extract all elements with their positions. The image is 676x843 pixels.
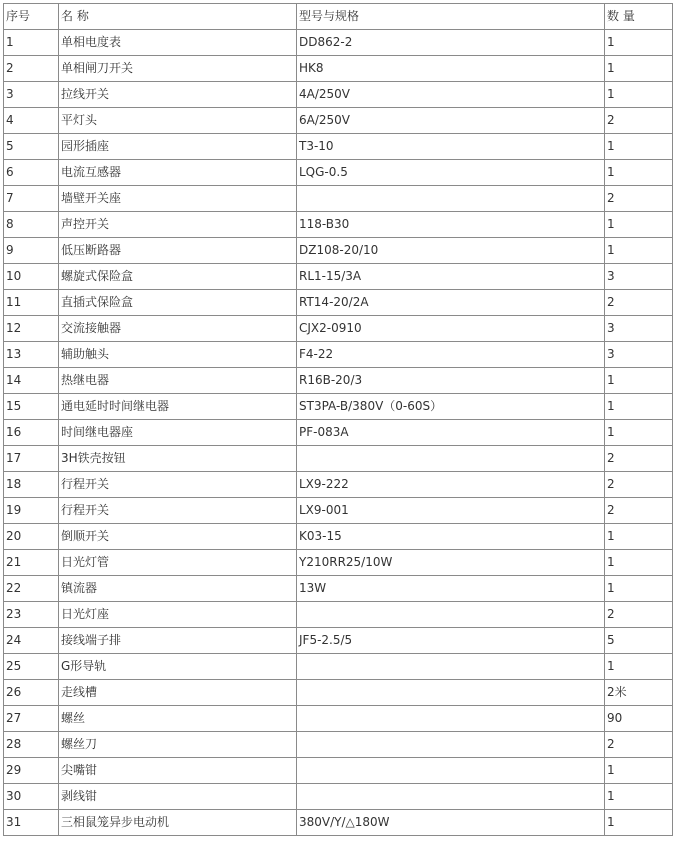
- table-row: [4, 134, 673, 160]
- cell-no: 10: [4, 264, 59, 290]
- cell-no: 7: [4, 186, 59, 212]
- cell-name: 拉线开关: [59, 82, 297, 108]
- table-row: [4, 264, 673, 290]
- table-row: [4, 498, 673, 524]
- cell-model: LX9-001: [297, 498, 605, 524]
- cell-qty: 1: [605, 758, 673, 784]
- cell-name: 园形插座: [59, 134, 297, 160]
- cell-no: 26: [4, 680, 59, 706]
- cell-model: DZ108-20/10: [297, 238, 605, 264]
- cell-no: 12: [4, 316, 59, 342]
- cell-model: RL1-15/3A: [297, 264, 605, 290]
- cell-no: 27: [4, 706, 59, 732]
- cell-name: 热继电器: [59, 368, 297, 394]
- cell-no: 21: [4, 550, 59, 576]
- cell-name: 单相闸刀开关: [59, 56, 297, 82]
- cell-qty: 1: [605, 134, 673, 160]
- cell-qty: 1: [605, 654, 673, 680]
- cell-qty: 1: [605, 160, 673, 186]
- cell-model: 13W: [297, 576, 605, 602]
- cell-qty: 1: [605, 420, 673, 446]
- header-qty: 数 量: [605, 4, 673, 30]
- cell-name: 通电延时时间继电器: [59, 394, 297, 420]
- table-row: [4, 810, 673, 836]
- cell-name: 螺丝刀: [59, 732, 297, 758]
- cell-model: JF5-2.5/5: [297, 628, 605, 654]
- cell-qty: 2: [605, 290, 673, 316]
- table-row: [4, 680, 673, 706]
- cell-qty: 1: [605, 394, 673, 420]
- cell-model: PF-083A: [297, 420, 605, 446]
- cell-qty: 3: [605, 316, 673, 342]
- cell-model: 4A/250V: [297, 82, 605, 108]
- cell-qty: 1: [605, 30, 673, 56]
- cell-model: F4-22: [297, 342, 605, 368]
- cell-no: 5: [4, 134, 59, 160]
- cell-qty: 1: [605, 550, 673, 576]
- cell-model: R16B-20/3: [297, 368, 605, 394]
- cell-no: 31: [4, 810, 59, 836]
- table-row: [4, 56, 673, 82]
- cell-model: CJX2-0910: [297, 316, 605, 342]
- table-row: [4, 654, 673, 680]
- cell-qty: 1: [605, 524, 673, 550]
- cell-qty: 1: [605, 784, 673, 810]
- cell-qty: 2: [605, 186, 673, 212]
- table-row: [4, 290, 673, 316]
- cell-qty: 1: [605, 82, 673, 108]
- cell-name: 时间继电器座: [59, 420, 297, 446]
- cell-name: 三相鼠笼异步电动机: [59, 810, 297, 836]
- cell-no: 24: [4, 628, 59, 654]
- cell-qty: 2: [605, 498, 673, 524]
- cell-no: 25: [4, 654, 59, 680]
- cell-model: [297, 758, 605, 784]
- table-row: [4, 576, 673, 602]
- cell-qty: 1: [605, 212, 673, 238]
- cell-qty: 5: [605, 628, 673, 654]
- header-no: 序号: [4, 4, 59, 30]
- table-row: [4, 394, 673, 420]
- cell-model: [297, 784, 605, 810]
- cell-qty: 1: [605, 576, 673, 602]
- table-row: [4, 238, 673, 264]
- cell-model: T3-10: [297, 134, 605, 160]
- cell-no: 16: [4, 420, 59, 446]
- cell-name: 剥线钳: [59, 784, 297, 810]
- cell-no: 18: [4, 472, 59, 498]
- cell-model: ST3PA-B/380V（0-60S）: [297, 394, 605, 420]
- cell-name: 电流互感器: [59, 160, 297, 186]
- cell-no: 6: [4, 160, 59, 186]
- table-row: [4, 602, 673, 628]
- cell-no: 11: [4, 290, 59, 316]
- header-model: 型号与规格: [297, 4, 605, 30]
- table-row: [4, 420, 673, 446]
- cell-name: 螺丝: [59, 706, 297, 732]
- table-row: [4, 108, 673, 134]
- table-row: [4, 758, 673, 784]
- cell-name: 镇流器: [59, 576, 297, 602]
- cell-name: 单相电度表: [59, 30, 297, 56]
- cell-qty: 2: [605, 108, 673, 134]
- cell-no: 3: [4, 82, 59, 108]
- cell-model: [297, 602, 605, 628]
- cell-qty: 2: [605, 602, 673, 628]
- table-row: [4, 472, 673, 498]
- cell-qty: 90: [605, 706, 673, 732]
- cell-no: 29: [4, 758, 59, 784]
- table-row: [4, 30, 673, 56]
- cell-qty: 1: [605, 238, 673, 264]
- cell-name: 日光灯管: [59, 550, 297, 576]
- cell-name: 低压断路器: [59, 238, 297, 264]
- cell-qty: 3: [605, 342, 673, 368]
- cell-model: 380V/Y/△180W: [297, 810, 605, 836]
- cell-name: 倒顺开关: [59, 524, 297, 550]
- cell-name: 螺旋式保险盒: [59, 264, 297, 290]
- cell-no: 13: [4, 342, 59, 368]
- table-row: [4, 784, 673, 810]
- cell-model: [297, 186, 605, 212]
- cell-no: 23: [4, 602, 59, 628]
- cell-qty: 1: [605, 368, 673, 394]
- parts-table-body: [4, 4, 673, 836]
- cell-qty: 2: [605, 732, 673, 758]
- cell-no: 20: [4, 524, 59, 550]
- cell-no: 30: [4, 784, 59, 810]
- cell-model: 118-B30: [297, 212, 605, 238]
- table-row: [4, 82, 673, 108]
- cell-name: 行程开关: [59, 498, 297, 524]
- cell-no: 17: [4, 446, 59, 472]
- cell-no: 19: [4, 498, 59, 524]
- cell-name: 交流接触器: [59, 316, 297, 342]
- table-row: [4, 446, 673, 472]
- cell-name: 直插式保险盒: [59, 290, 297, 316]
- table-row: [4, 368, 673, 394]
- cell-no: 1: [4, 30, 59, 56]
- cell-name: 平灯头: [59, 108, 297, 134]
- header-row: [4, 4, 673, 30]
- cell-no: 28: [4, 732, 59, 758]
- cell-model: [297, 680, 605, 706]
- cell-name: 3H铁壳按钮: [59, 446, 297, 472]
- cell-model: K03-15: [297, 524, 605, 550]
- cell-name: 墙壁开关座: [59, 186, 297, 212]
- table-row: [4, 316, 673, 342]
- cell-no: 15: [4, 394, 59, 420]
- cell-model: DD862-2: [297, 30, 605, 56]
- table-row: [4, 732, 673, 758]
- cell-no: 4: [4, 108, 59, 134]
- cell-model: [297, 706, 605, 732]
- table-row: [4, 628, 673, 654]
- cell-name: 接线端子排: [59, 628, 297, 654]
- cell-qty: 1: [605, 810, 673, 836]
- cell-no: 22: [4, 576, 59, 602]
- cell-model: LX9-222: [297, 472, 605, 498]
- cell-name: 尖嘴钳: [59, 758, 297, 784]
- cell-qty: 2: [605, 472, 673, 498]
- table-row: [4, 524, 673, 550]
- table-row: [4, 212, 673, 238]
- cell-qty: 2: [605, 446, 673, 472]
- cell-no: 9: [4, 238, 59, 264]
- header-name: 名 称: [59, 4, 297, 30]
- table-row: [4, 160, 673, 186]
- cell-name: 走线槽: [59, 680, 297, 706]
- cell-qty: 2米: [605, 680, 673, 706]
- cell-qty: 3: [605, 264, 673, 290]
- cell-no: 14: [4, 368, 59, 394]
- table-row: [4, 342, 673, 368]
- cell-model: [297, 732, 605, 758]
- table-row: [4, 706, 673, 732]
- parts-table: [3, 3, 673, 836]
- cell-model: LQG-0.5: [297, 160, 605, 186]
- cell-model: [297, 446, 605, 472]
- table-row: [4, 186, 673, 212]
- cell-model: Y210RR25/10W: [297, 550, 605, 576]
- cell-model: [297, 654, 605, 680]
- cell-model: 6A/250V: [297, 108, 605, 134]
- cell-name: 声控开关: [59, 212, 297, 238]
- table-row: [4, 550, 673, 576]
- cell-model: RT14-20/2A: [297, 290, 605, 316]
- cell-name: G形导轨: [59, 654, 297, 680]
- cell-qty: 1: [605, 56, 673, 82]
- cell-no: 8: [4, 212, 59, 238]
- cell-name: 行程开关: [59, 472, 297, 498]
- cell-name: 日光灯座: [59, 602, 297, 628]
- cell-model: HK8: [297, 56, 605, 82]
- cell-no: 2: [4, 56, 59, 82]
- cell-name: 辅助触头: [59, 342, 297, 368]
